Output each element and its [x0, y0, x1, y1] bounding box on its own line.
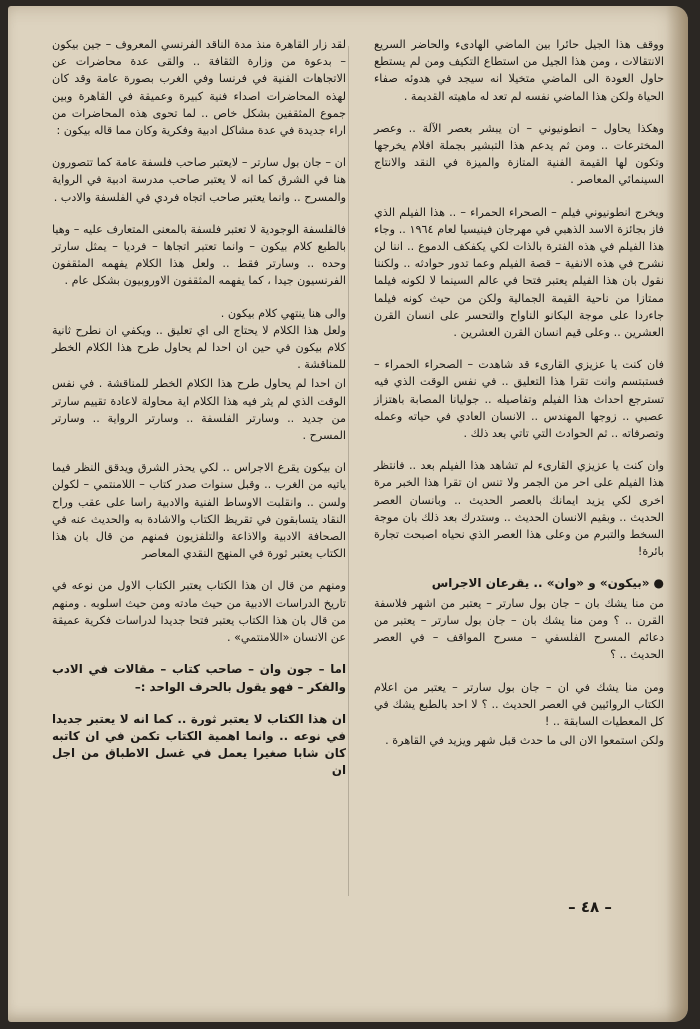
- paragraph: والى هنا ينتهي كلام بيكون .: [220, 306, 346, 320]
- subheading-text: «بيكون» و «وان» .. يقرعان الاجراس: [431, 576, 650, 591]
- bold-paragraph: ان هذا الكتاب لا يعتبر ثورة .. كما انه لا يعتبر جديدا في نوعه .. وانما اهمية الكتاب تكمن في ان كاتبه كان شابا صغيرا يعمل في غسل الاطباق من اجل ان: [52, 711, 346, 778]
- paragraph: ولعل هذا الكلام لا يحتاج الى اي تعليق .. ويكفي ان نطرح ثانية كلام بيكون في حين ان احدا لم يحاول طرح هذا الكلام الخطر للمناقشة .: [52, 323, 346, 372]
- paragraph: ان بيكون يقرع الاجراس .. لكي يحذر الشرق ويدقق النظر فيما ياتيه من الغرب .. وقبل سنوات صدر كتاب – اللامنتمي – لكولن ولسن .. وانقلبت الاوساط الفنية والادبية راسا على عقب وراح النقاد يتسابقون في تقريظ الكتاب والاشادة به والحديث عنه في الصحافة الادبية والاذاعة والتلفزيون فمنهم من قال بان هذا الكتاب يعتبر ثورة في المنهج النقدي المعاصر: [52, 461, 346, 561]
- paragraph: ان – جان بول سارتر – لايعتبر صاحب فلسفة عامة كما تتصورون هنا في الشرق كما انه لا يعتبر صاحب مدرسة ادبية في الرواية والمسرح .. وانما يعتبر صاحب اتجاه فردي في الفلسفة والادب .: [52, 156, 346, 204]
- paragraph: ويخرج انطونيوني فيلم – الصحراء الحمراء – .. هذا الفيلم الذي فاز بجائزة الاسد الذهبي في مهرجان فينيسيا لعام ١٩٦٤ .. وجاء هذا الفيلم في هذه الفترة بالذات لكي يكفكف الدموع .. اننا لن نشرح في هذه الانفية – قصة الفيلم وعما تدور حوادثه .. ولكننا نقول بان هذا الفيلم يعتبر فتحا في عالم السينما لا لكونه فيلما ممتازا من ناحية القيمة الجمالية ولكن من حيث كونه فيلما جاءردا على موجة البكانو الناواح والتحسر على انسان القرن العشرين .. وعلى قيم انسان القرن العشرين .: [374, 205, 664, 340]
- left-column: [52, 36, 346, 795]
- page-number: – ٤٨ –: [568, 898, 612, 916]
- paragraph: ولكن استمعوا الان الى ما حدث قبل شهر ويزيد في القاهرة .: [385, 734, 664, 748]
- paragraph: لقد زار القاهرة منذ مدة الناقد الفرنسي المعروف – جين بيكون – بدعوة من وزارة الثقافة .. والقى عدة محاضرات عن الاتجاهات الفنية في فرنسا وفي الغرب بصورة عامة وقد كان لهذه المحاضرات اصداء فنية كبيرة وعميقة في القاهرة وبين جموع المثقفين بشكل خاص .. لما تحوى هذه المحاضرات من اراء جديدة في عدة مشاكل ادبية وفكرية وكان مما قاله بيكون :: [52, 38, 346, 138]
- magazine-page: [8, 6, 688, 1022]
- column-divider: [348, 46, 349, 896]
- section-subheading: [374, 575, 664, 592]
- right-column: [374, 36, 664, 764]
- bullet-icon: ●: [653, 576, 664, 591]
- paragraph: فان كنت يا عزيزي القارىء قد شاهدت – الصحراء الحمراء – فستبتسم وانت تقرا هذا التعليق .. في نفس الوقت الذي فيه تسترجع احداث هذا الفيلم وتفاصيله .. جوليانا المصابة باهتزاز عصبي .. زوجها المهندس .. الانسان العادي في حياته وعمله وتصرفاته .. ثم الحوادث التي تاتي بعد ذلك .: [374, 358, 664, 441]
- paragraph: وان كنت يا عزيزي القارىء لم تشاهد هذا الفيلم بعد .. فانتظر هذا الفيلم على احر من الجمر ولا تنس ان تقرا هذا الخبر مرة اخرى لكي يزيد ايمانك بالعصر الحديث .. وبانسان العصر الحديث .. وبقيم الانسان الحديث .. وستدرك بعد ذلك بان موجة السخط والتبرم من وعلى هذا العصر الذي نحياه اصبحت تجارة بائرة!: [374, 459, 664, 559]
- paragraph: ان احدا لم يحاول طرح هذا الكلام الخطر للمناقشة . في نفس الوقت الذي لم يثر فيه هذا الكلام اية محاولة لاعادة تقييم سارتر من جديد .. وسارتر الفلسفة .. وسارتر الرواية .. وسارتر المسرح .: [52, 377, 346, 443]
- paragraph: من منا يشك بان – جان بول سارتر – يعتبر من اشهر فلاسفة القرن .. ؟ ومن منا يشك بان – جان بول سارتر – يعتبر من دعائم المسرح الفلسفي – مسرح المواقف – في العصر الحديث .. ؟: [374, 596, 664, 662]
- bold-quote-block: [52, 661, 346, 779]
- paragraph: ومنهم من قال ان هذا الكتاب يعتبر الكتاب الاول من نوعه في تاريخ الدراسات الادبية من حيث مادته ومن حيث اسلوبه . ومنهم من قال بان هذا الكتاب يعتبر فتحا جديدا لدراسات فكرية عميقة عن الانسان «اللامنتمي» .: [52, 579, 346, 645]
- paragraph: وهكذا يحاول – انطونيوني – ان يبشر بعصر الآلة .. وعصر المخترعات .. ومن ثم يدعم هذا التبشير بجملة افلام يخرجها وتكون لها القيمة الفنية المتازة والميزة في النقد والانتاج السينمائي المعاصر .: [374, 121, 664, 187]
- paragraph: فالفلسفة الوجودية لا تعتبر فلسفة بالمعنى المتعارف عليه – وهيا بالطبع كلام بيكون – وانما تعتبر اتجاها – فرديا – يمثل سارتر وحده .. وسارتر فقط .. ولعل هذا الكلام يفهمه المثقفون الفرنسيون جيدا ، كما يفهمه المثقفون الاوروبيون بشكل عام .: [52, 222, 346, 288]
- bold-paragraph: اما – جون وان – صاحب كتاب – مقالات في الادب والفكر – فهو يقول بالحرف الواحد :–: [52, 662, 346, 694]
- paragraph: ومن منا يشك في ان – جان بول سارتر – يعتبر من اعلام الكتاب الروائيين في العصر الحديث .. ؟ لا احد بالطبع يشك في كل المعطيات السابقة .. !: [374, 680, 664, 728]
- paragraph: ووقف هذا الجيل حائرا بين الماضي الهادىء والحاضر السريع الانتقالات ، ومن هذا الجيل من استطاع التكيف ومن لم يستطع حاول العودة الى الماضي متخيلا انه سيجد في هدوئه صفاء الحياة ولكن هذا الماضي نفسه لم تعد له ماهيته القديمة .: [374, 38, 664, 103]
